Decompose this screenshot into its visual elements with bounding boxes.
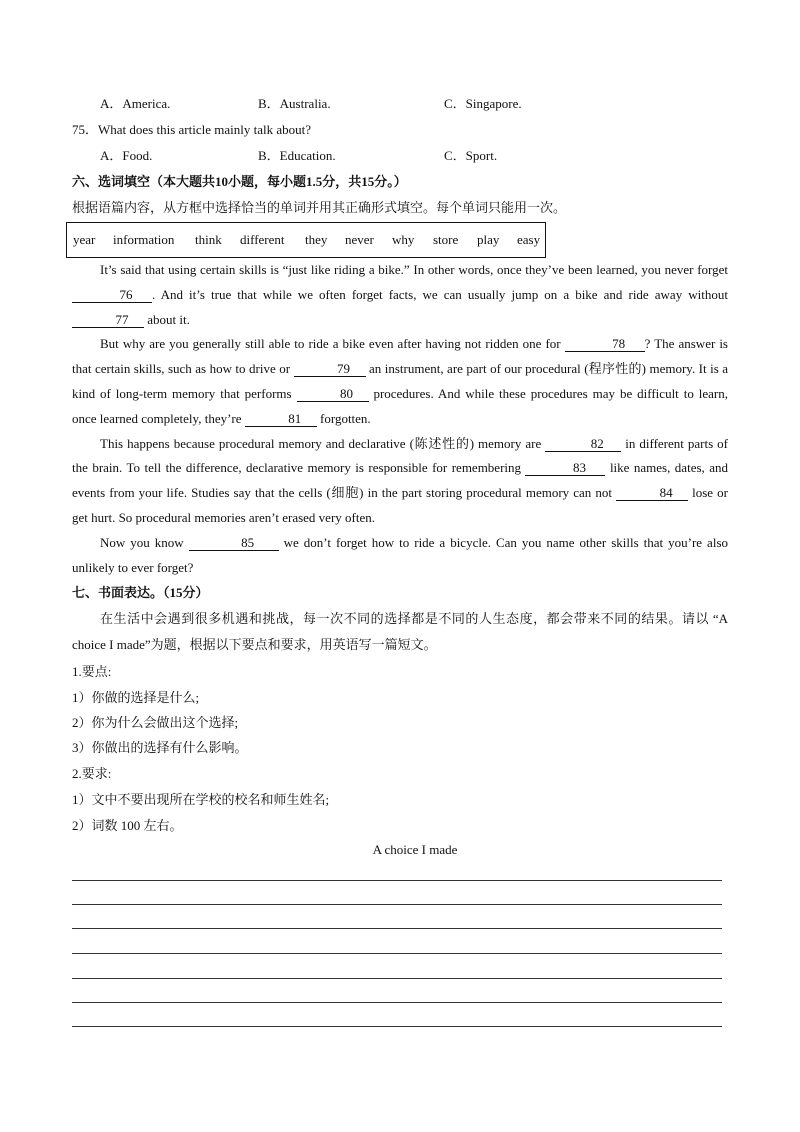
word-bank-item: year <box>73 232 96 247</box>
requirement-item: 2）词数 100 左右。 <box>72 818 183 833</box>
q75-option-c: C．Sport. <box>444 148 498 163</box>
blank-84[interactable]: 84 <box>616 486 688 501</box>
blank-81[interactable]: 81 <box>245 412 317 427</box>
requirements-heading: 2.要求: <box>72 766 112 781</box>
word-bank-item: different <box>240 232 285 247</box>
point-item: 2）你为什么会做出这个选择; <box>72 715 239 730</box>
section7-title: 七、书面表达。（15分） <box>72 585 209 600</box>
points-heading: 1.要点: <box>72 664 112 679</box>
word-bank-item: never <box>345 232 374 247</box>
word-bank-item: play <box>477 232 500 247</box>
blank-76[interactable]: 76 <box>72 288 152 303</box>
word-bank-item: easy <box>517 232 541 247</box>
blank-83[interactable]: 83 <box>525 461 605 476</box>
q75-option-b: B．Education. <box>258 148 336 163</box>
section7-intro: 在生活中会遇到很多机遇和挑战，每一次不同的选择都是不同的人生态度，都会带来不同的结果。请以 “A choice I made”为题，根据以下要点和要求，用英语写一篇短文。 <box>72 611 728 652</box>
writing-line[interactable] <box>72 880 722 881</box>
point-item: 3）你做出的选择有什么影响。 <box>72 740 248 755</box>
writing-line[interactable] <box>72 978 722 979</box>
blank-78[interactable]: 78 <box>565 337 645 352</box>
passage-paragraph-2: But why are you generally still able to ride a bike even after having not ridden one for 78 ? The answer is that certain skills, such as how to drive or 79 an instrument, are part of our procedural (程序性的) memory. It is a kind of long-term memory that performs 80 procedures. And while these procedures may be difficult to learn, once learned completely, they’re 81 forgotten. <box>72 336 728 426</box>
q75-stem: 75．What does this article mainly talk about? <box>72 122 311 137</box>
writing-line[interactable] <box>72 1026 722 1027</box>
writing-line[interactable] <box>72 928 722 929</box>
q74-option-a: A．America. <box>100 96 171 111</box>
writing-line[interactable] <box>72 904 722 905</box>
point-item: 1）你做的选择是什么; <box>72 690 200 705</box>
writing-line[interactable] <box>72 953 722 954</box>
passage-paragraph-3: This happens because procedural memory and declarative (陈述性的) memory are 82 in different parts of the brain. To tell the difference, declarative memory is responsible for remembering 83 like names, dates, and events from your life. Studies say that the cells (细胞) in the part storing procedural memory can not 84 lose or get hurt. So procedural memories aren’t erased very often. <box>72 435 729 525</box>
word-bank-box <box>66 222 546 258</box>
q74-option-b: B．Australia. <box>258 96 331 111</box>
blank-79[interactable]: 79 <box>294 362 366 377</box>
section6-instruction: 根据语篇内容，从方框中选择恰当的单词并用其正确形式填空。每个单词只能用一次。 <box>72 200 567 215</box>
writing-line[interactable] <box>72 1002 722 1003</box>
q74-option-c: C．Singapore. <box>444 96 522 111</box>
blank-80[interactable]: 80 <box>297 387 369 402</box>
essay-title: A choice I made <box>372 842 458 857</box>
blank-77[interactable]: 77 <box>72 313 144 328</box>
requirement-item: 1）文中不要出现所在学校的校名和师生姓名; <box>72 792 330 807</box>
passage-paragraph-1: It’s said that using certain skills is “just like riding a bike.” In other words, once they’ve been learned, you never forget 76 . And it’s true that while we often forget facts, we can usually jump on a bike and ride away without 77 about it. <box>72 258 728 332</box>
passage-paragraph-4: Now you know 85 we don’t forget how to ride a bicycle. Can you name other skills that you’re also unlikely to ever forget? <box>72 534 728 575</box>
word-bank-item: information <box>113 232 175 247</box>
q75-option-a: A．Food. <box>100 148 153 163</box>
word-bank-item: think <box>195 232 222 247</box>
cloze-passage <box>72 258 728 580</box>
section6-title: 六、选词填空（本大题共10小题，每小题1.5分，共15分。） <box>72 174 407 189</box>
blank-85[interactable]: 85 <box>189 536 279 551</box>
word-bank-item: why <box>392 232 415 247</box>
blank-82[interactable]: 82 <box>545 437 621 452</box>
word-bank-item: store <box>433 232 459 247</box>
word-bank-item: they <box>305 232 328 247</box>
